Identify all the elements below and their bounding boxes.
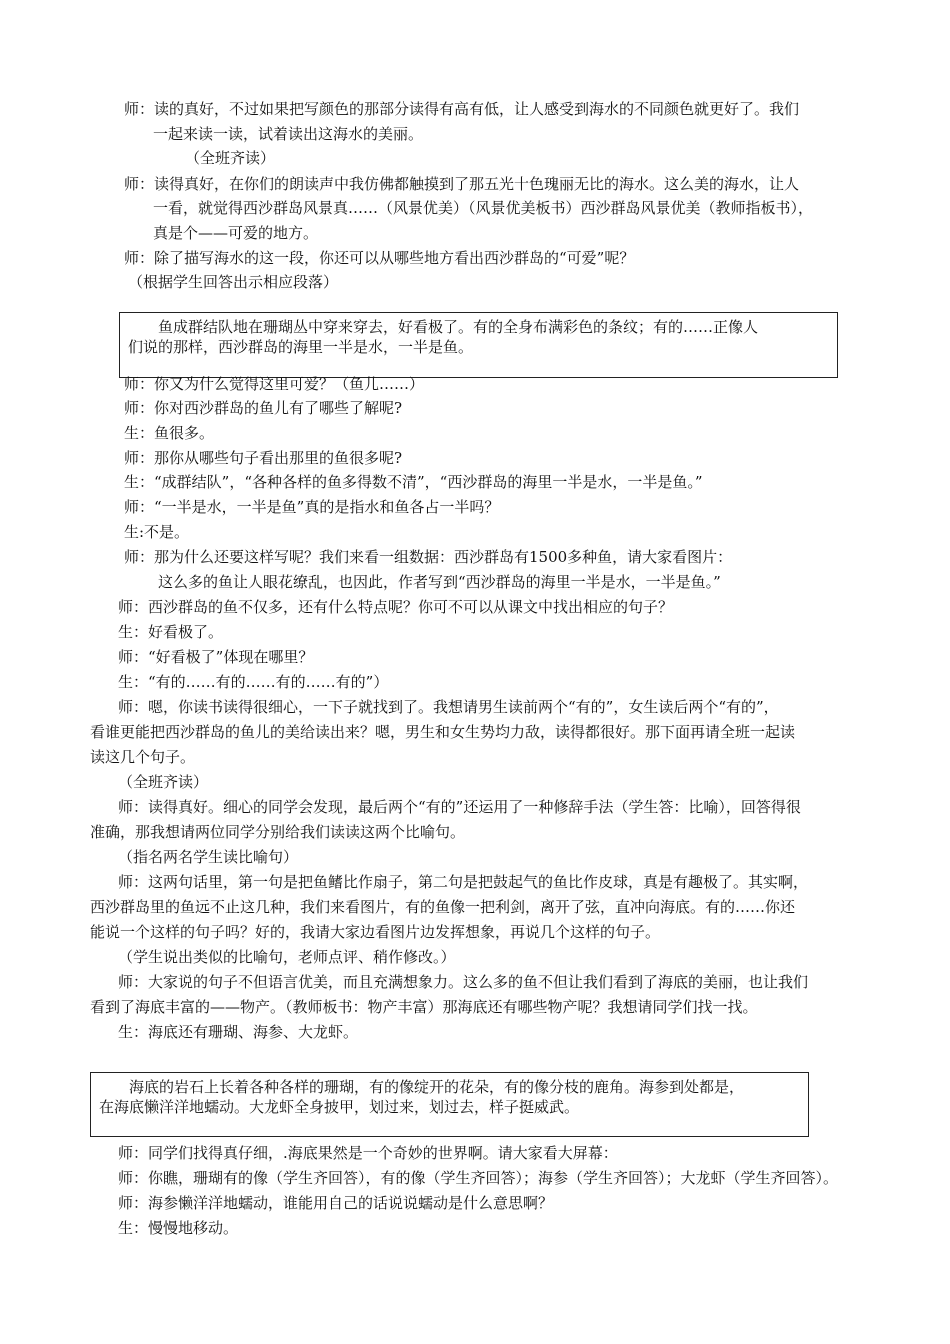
paragraph-line: 师：那为什么还要这样写呢？我们来看一组数据：西沙群岛有1500多种鱼，请大家看图片：: [124, 548, 733, 566]
quote-box-seafloor: [90, 1072, 809, 1137]
paragraph-line: 真是个——可爱的地方。: [153, 224, 319, 242]
paragraph-line: 生:不是。: [124, 523, 190, 541]
stage-direction: （学生说出类似的比喻句，老师点评、稍作修改。）: [118, 948, 456, 966]
paragraph-line: 师：你又为什么觉得这里可爱？（鱼儿……）: [124, 375, 425, 393]
quote-box-fish: [119, 312, 838, 378]
paragraph-line: 师：同学们找得真仔细，.海底果然是一个奇妙的世界啊。请大家看大屏幕：: [118, 1144, 618, 1162]
paragraph-line: 师：“好看极了”体现在哪里？: [118, 648, 314, 666]
paragraph-line: 师：那你从哪些句子看出那里的鱼很多呢?: [124, 449, 403, 467]
paragraph-line: 师：这两句话里，第一句是把鱼鳍比作扇子，第二句是把鼓起气的鱼比作皮球，真是有趣极了。其实啊，: [118, 873, 809, 891]
paragraph-line: 生：慢慢地移动。: [118, 1219, 239, 1237]
paragraph-line: 准确，那我想请两位同学分别给我们读读这两个比喻句。: [90, 823, 466, 841]
paragraph-line: 看谁更能把西沙群岛的鱼儿的美给读出来？嗯，男生和女生势均力敌，读得都很好。那下面再请全班一起读: [90, 723, 796, 741]
paragraph-line: 师：你对西沙群岛的鱼儿有了哪些了解呢?: [124, 399, 403, 417]
paragraph-line: 能说一个这样的句子吗？好的，我请大家边看图片边发挥想象，再说几个这样的句子。: [90, 923, 661, 941]
paragraph-line: 生：“有的……有的……有的……有的”）: [118, 673, 389, 691]
paragraph-line: 师：西沙群岛的鱼不仅多，还有什么特点呢？你可不可以从课文中找出相应的句子？: [118, 598, 674, 616]
paragraph-line: 看到了海底丰富的——物产。（教师板书：物产丰富）那海底还有哪些物产呢？我想请同学们找一找。: [90, 998, 758, 1016]
paragraph-line: 师：除了描写海水的这一段，你还可以从哪些地方看出西沙群岛的“可爱”呢？: [124, 249, 635, 267]
paragraph-line: 生：好看极了。: [118, 623, 224, 641]
paragraph-line: 师：读得真好，在你们的朗读声中我仿佛都触摸到了那五光十色瑰丽无比的海水。这么美的海水，让人: [124, 175, 800, 193]
stage-direction: （指名两名学生读比喻句）: [118, 848, 299, 866]
paragraph-line: 师：嗯，你读书读得很细心，一下子就找到了。我想请男生读前两个“有的”，女生读后两个“有的”，: [118, 698, 779, 716]
paragraph-line: 师：大家说的句子不但语言优美，而且充满想象力。这么多的鱼不但让我们看到了海底的美丽，也让我们: [118, 973, 809, 991]
stage-direction: （全班齐读）: [118, 773, 209, 791]
quote-line: 鱼成群结队地在珊瑚丛中穿来穿去，好看极了。有的全身布满彩色的条纹；有的……正像人: [158, 318, 759, 336]
stage-direction: （全班齐读）: [185, 149, 276, 167]
paragraph-line: 师：读得真好。细心的同学会发现，最后两个“有的”还运用了一种修辞手法（学生答：比喻），回答得很: [118, 798, 801, 816]
paragraph-line: 师：“一半是水，一半是鱼”真的是指水和鱼各占一半吗？: [124, 498, 500, 516]
paragraph-line: 一起来读一读，试着读出这海水的美丽。: [153, 125, 424, 143]
quote-line: 在海底懒洋洋地蠕动。大龙虾全身披甲，划过来，划过去，样子挺威武。: [99, 1098, 580, 1116]
paragraph-line: 一看，就觉得西沙群岛风景真……（风景优美）（风景优美板书）西沙群岛风景优美（教师指板书），: [153, 199, 814, 217]
paragraph-line: 生：海底还有珊瑚、海参、大龙虾。: [118, 1023, 359, 1041]
paragraph-line: 西沙群岛里的鱼远不止这几种，我们来看图片，有的鱼像一把利剑，离开了弦，直冲向海底。有的……你还: [90, 898, 796, 916]
paragraph-line: 师：读的真好，不过如果把写颜色的那部分读得有高有低，让人感受到海水的不同颜色就更好了。我们: [124, 100, 800, 118]
paragraph-line: 师：你瞧，珊瑚有的像（学生齐回答），有的像（学生齐回答）；海参（学生齐回答）；大龙虾（学生齐回答）。: [118, 1169, 839, 1187]
stage-direction: （根据学生回答出示相应段落）: [128, 273, 339, 291]
paragraph-line: 生：“成群结队”，“各种各样的鱼多得数不清”，“西沙群岛的海里一半是水，一半是鱼。”: [124, 473, 703, 491]
quote-line: 海底的岩石上长着各种各样的珊瑚，有的像绽开的花朵，有的像分枝的鹿角。海参到处都是，: [129, 1078, 745, 1096]
paragraph-line: 这么多的鱼让人眼花缭乱，也因此，作者写到“西沙群岛的海里一半是水，一半是鱼。”: [158, 573, 721, 591]
paragraph-line: 生：鱼很多。: [124, 424, 215, 442]
quote-line: 们说的那样，西沙群岛的海里一半是水，一半是鱼。: [128, 338, 474, 356]
paragraph-line: 读这几个句子。: [90, 748, 196, 766]
paragraph-line: 师：海参懒洋洋地蠕动，谁能用自己的话说说蠕动是什么意思啊？: [118, 1194, 554, 1212]
